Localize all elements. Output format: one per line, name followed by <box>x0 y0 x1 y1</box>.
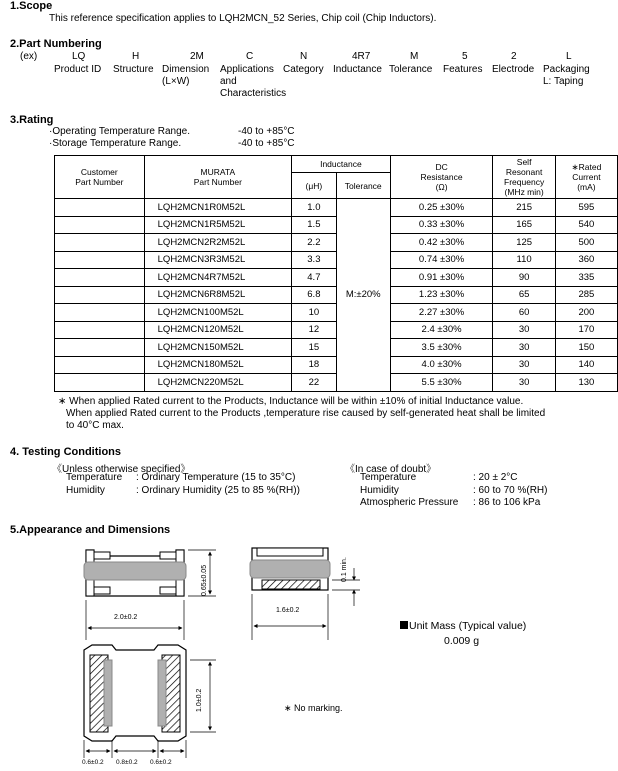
self-resonant-cell: 30 <box>493 321 555 339</box>
murata-part-cell: LQH2MCN180M52L <box>144 356 291 374</box>
rating-row <box>55 199 618 217</box>
part-label-2: Dimension (L×W) <box>162 64 210 87</box>
doubt-humidity-label: Humidity <box>360 485 399 496</box>
uh-header: (μH) <box>292 173 337 199</box>
part-numbering-ex: (ex) <box>20 51 38 62</box>
murata-part-cell: LQH2MCN100M52L <box>144 304 291 322</box>
self-resonant-cell: 110 <box>493 251 555 269</box>
self-resonant-cell: 215 <box>493 199 555 217</box>
self-resonant-header-text: Self Resonant Frequency (MHz min) <box>504 157 545 197</box>
inductance-cell: 3.3 <box>292 251 337 269</box>
part-label-6: Tolerance <box>389 64 433 75</box>
inductance-cell: 1.5 <box>292 216 337 234</box>
rating-row <box>55 321 618 339</box>
self-resonant-cell: 30 <box>493 339 555 357</box>
dim-bottom-label: 1.0±0.2 <box>196 688 203 712</box>
self-resonant-header <box>493 156 555 199</box>
rating-table <box>54 155 618 392</box>
murata-part-cell: LQH2MCN4R7M52L <box>144 269 291 287</box>
dc-resistance-cell: 0.33 ±30% <box>390 216 493 234</box>
murata-part-cell: LQH2MCN2R2M52L <box>144 234 291 252</box>
part-label-1: Structure <box>113 64 154 75</box>
self-resonant-cell: 125 <box>493 234 555 252</box>
self-resonant-cell: 60 <box>493 304 555 322</box>
murata-part-cell: LQH2MCN150M52L <box>144 339 291 357</box>
tolerance-cell: M:±20% <box>336 199 390 392</box>
dim-electrode-min-label: 0.1 min. <box>341 557 348 582</box>
rated-current-cell: 170 <box>555 321 617 339</box>
unit-mass-value: 0.009 g <box>444 635 480 647</box>
dc-resistance-cell: 4.0 ±30% <box>390 356 493 374</box>
murata-part-cell: LQH2MCN6R8M52L <box>144 286 291 304</box>
customer-part-cell <box>55 286 145 304</box>
scope-text: This reference specification applies to LQH2MCN_52 Series, Chip coil (Chip Inductors). <box>49 13 437 24</box>
customer-part-header <box>55 156 145 199</box>
no-marking-note: ∗ No marking. <box>284 703 343 713</box>
atm-pressure-label: Atmospheric Pressure <box>360 497 459 508</box>
inductance-cell: 6.8 <box>292 286 337 304</box>
dc-resistance-cell: 3.5 ±30% <box>390 339 493 357</box>
testing-heading: 4. Testing Conditions <box>10 446 122 458</box>
murata-part-cell: LQH2MCN1R0M52L <box>144 199 291 217</box>
dc-resistance-cell: 2.27 ±30% <box>390 304 493 322</box>
dc-resistance-header-text: DC Resistance (Ω) <box>420 162 463 192</box>
rating-row <box>55 356 618 374</box>
rating-row <box>55 286 618 304</box>
rated-current-cell: 140 <box>555 356 617 374</box>
part-code-8: 2 <box>511 51 517 62</box>
murata-part-cell: LQH2MCN1R5M52L <box>144 216 291 234</box>
murata-part-header-text: MURATA Part Number <box>193 167 242 187</box>
dc-resistance-cell: 2.4 ±30% <box>390 321 493 339</box>
rating-note-1: ∗ When applied Rated current to the Products, Inductance will be within ±10% of initial Inductance value. <box>58 396 524 407</box>
tolerance-header: Tolerance <box>336 173 390 199</box>
dim-seg3-label: 0.6±0.2 <box>150 759 172 766</box>
part-label-3: Applications and Characteristics <box>220 64 287 99</box>
self-resonant-cell: 65 <box>493 286 555 304</box>
doubt-temp-value: : 20 ± 2°C <box>473 472 518 483</box>
inductance-cell: 15 <box>292 339 337 357</box>
scope-heading: 1.Scope <box>10 0 53 12</box>
humidity-value: : Ordinary Humidity (25 to 85 %(RH)) <box>136 485 300 496</box>
part-code-3: C <box>246 51 254 62</box>
storage-temp-label: ·Storage Temperature Range. <box>49 138 182 149</box>
inductance-cell: 18 <box>292 356 337 374</box>
rated-current-cell: 200 <box>555 304 617 322</box>
rated-current-cell: 150 <box>555 339 617 357</box>
dim-width-label: 1.6±0.2 <box>276 607 300 614</box>
rated-current-cell: 595 <box>555 199 617 217</box>
rated-current-header-text: ∗Rated Current (mA) <box>571 162 602 192</box>
customer-part-cell <box>55 321 145 339</box>
customer-part-cell <box>55 216 145 234</box>
rating-row <box>55 251 618 269</box>
self-resonant-cell: 30 <box>493 374 555 392</box>
rating-row <box>55 374 618 392</box>
dimension-drawing <box>0 540 618 771</box>
customer-part-cell <box>55 356 145 374</box>
part-numbering-heading: 2.Part Numbering <box>10 38 102 50</box>
dc-resistance-cell: 0.91 ±30% <box>390 269 493 287</box>
dim-seg2-label: 0.8±0.2 <box>116 759 138 766</box>
rated-current-cell: 540 <box>555 216 617 234</box>
rating-row <box>55 304 618 322</box>
dc-resistance-cell: 0.74 ±30% <box>390 251 493 269</box>
part-label-0: Product ID <box>54 64 102 75</box>
rated-current-cell: 360 <box>555 251 617 269</box>
operating-temp-label: ·Operating Temperature Range. <box>49 126 191 137</box>
part-code-5: 4R7 <box>352 51 371 62</box>
part-code-0: LQ <box>72 51 86 62</box>
rating-row <box>55 269 618 287</box>
part-label-5: Inductance <box>333 64 382 75</box>
part-code-4: N <box>300 51 308 62</box>
rated-current-cell: 285 <box>555 286 617 304</box>
rating-note-2: When applied Rated current to the Products ,temperature rise caused by self-generated heat shall be limited <box>66 408 546 419</box>
customer-part-header-text: Customer Part Number <box>75 167 124 187</box>
rated-current-header <box>555 156 617 199</box>
inductance-cell: 1.0 <box>292 199 337 217</box>
unless-specified: 《Unless otherwise specified》 <box>52 464 191 475</box>
part-code-6: M <box>410 51 419 62</box>
customer-part-cell <box>55 234 145 252</box>
dim-seg1-label: 0.6±0.2 <box>82 759 104 766</box>
self-resonant-cell: 90 <box>493 269 555 287</box>
inductance-cell: 22 <box>292 374 337 392</box>
rating-heading: 3.Rating <box>10 114 54 126</box>
part-code-7: 5 <box>462 51 468 62</box>
inductance-cell: 2.2 <box>292 234 337 252</box>
dim-length-label: 2.0±0.2 <box>114 614 138 621</box>
inductance-cell: 4.7 <box>292 269 337 287</box>
unit-mass-square-icon <box>400 621 408 629</box>
murata-part-header <box>144 156 291 199</box>
dc-resistance-cell: 0.42 ±30% <box>390 234 493 252</box>
murata-part-cell: LQH2MCN120M52L <box>144 321 291 339</box>
rated-current-cell: 335 <box>555 269 617 287</box>
part-code-9: L <box>566 51 572 62</box>
dc-resistance-header <box>390 156 493 199</box>
inductance-cell: 10 <box>292 304 337 322</box>
murata-part-cell: LQH2MCN220M52L <box>144 374 291 392</box>
rated-current-cell: 500 <box>555 234 617 252</box>
rating-row <box>55 216 618 234</box>
inductance-header: Inductance <box>292 156 391 173</box>
dim-height-label: 0.65±0.05 <box>201 564 208 596</box>
self-resonant-cell: 165 <box>493 216 555 234</box>
in-case-of-doubt: 《In case of doubt》 <box>345 464 437 475</box>
customer-part-cell <box>55 339 145 357</box>
customer-part-cell <box>55 269 145 287</box>
temp-label: Temperature <box>66 472 123 483</box>
part-code-2: 2M <box>190 51 204 62</box>
humidity-label: Humidity <box>66 485 105 496</box>
doubt-temp-label: Temperature <box>360 472 417 483</box>
customer-part-cell <box>55 199 145 217</box>
part-label-7: Features <box>443 64 483 75</box>
customer-part-cell <box>55 304 145 322</box>
storage-temp-value: -40 to +85°C <box>238 138 295 149</box>
rating-note-3: to 40°C max. <box>66 420 124 431</box>
side-view <box>84 550 216 640</box>
customer-part-cell <box>55 251 145 269</box>
part-code-1: H <box>132 51 140 62</box>
operating-temp-value: -40 to +85°C <box>238 126 295 137</box>
part-label-8: Electrode <box>492 64 535 75</box>
murata-part-cell: LQH2MCN3R3M52L <box>144 251 291 269</box>
doubt-humidity-value: : 60 to 70 %(RH) <box>473 485 548 496</box>
self-resonant-cell: 30 <box>493 356 555 374</box>
appearance-heading: 5.Appearance and Dimensions <box>10 524 171 536</box>
unit-mass-label: Unit Mass (Typical value) <box>409 620 527 632</box>
rated-current-cell: 130 <box>555 374 617 392</box>
inductance-cell: 12 <box>292 321 337 339</box>
dc-resistance-cell: 1.23 ±30% <box>390 286 493 304</box>
part-label-9: Packaging L: Taping <box>543 64 590 87</box>
rating-row <box>55 339 618 357</box>
customer-part-cell <box>55 374 145 392</box>
atm-pressure-value: : 86 to 106 kPa <box>473 497 541 508</box>
dc-resistance-cell: 5.5 ±30% <box>390 374 493 392</box>
dc-resistance-cell: 0.25 ±30% <box>390 199 493 217</box>
part-label-4: Category <box>283 64 324 75</box>
rating-row <box>55 234 618 252</box>
temp-value: : Ordinary Temperature (15 to 35°C) <box>136 472 296 483</box>
